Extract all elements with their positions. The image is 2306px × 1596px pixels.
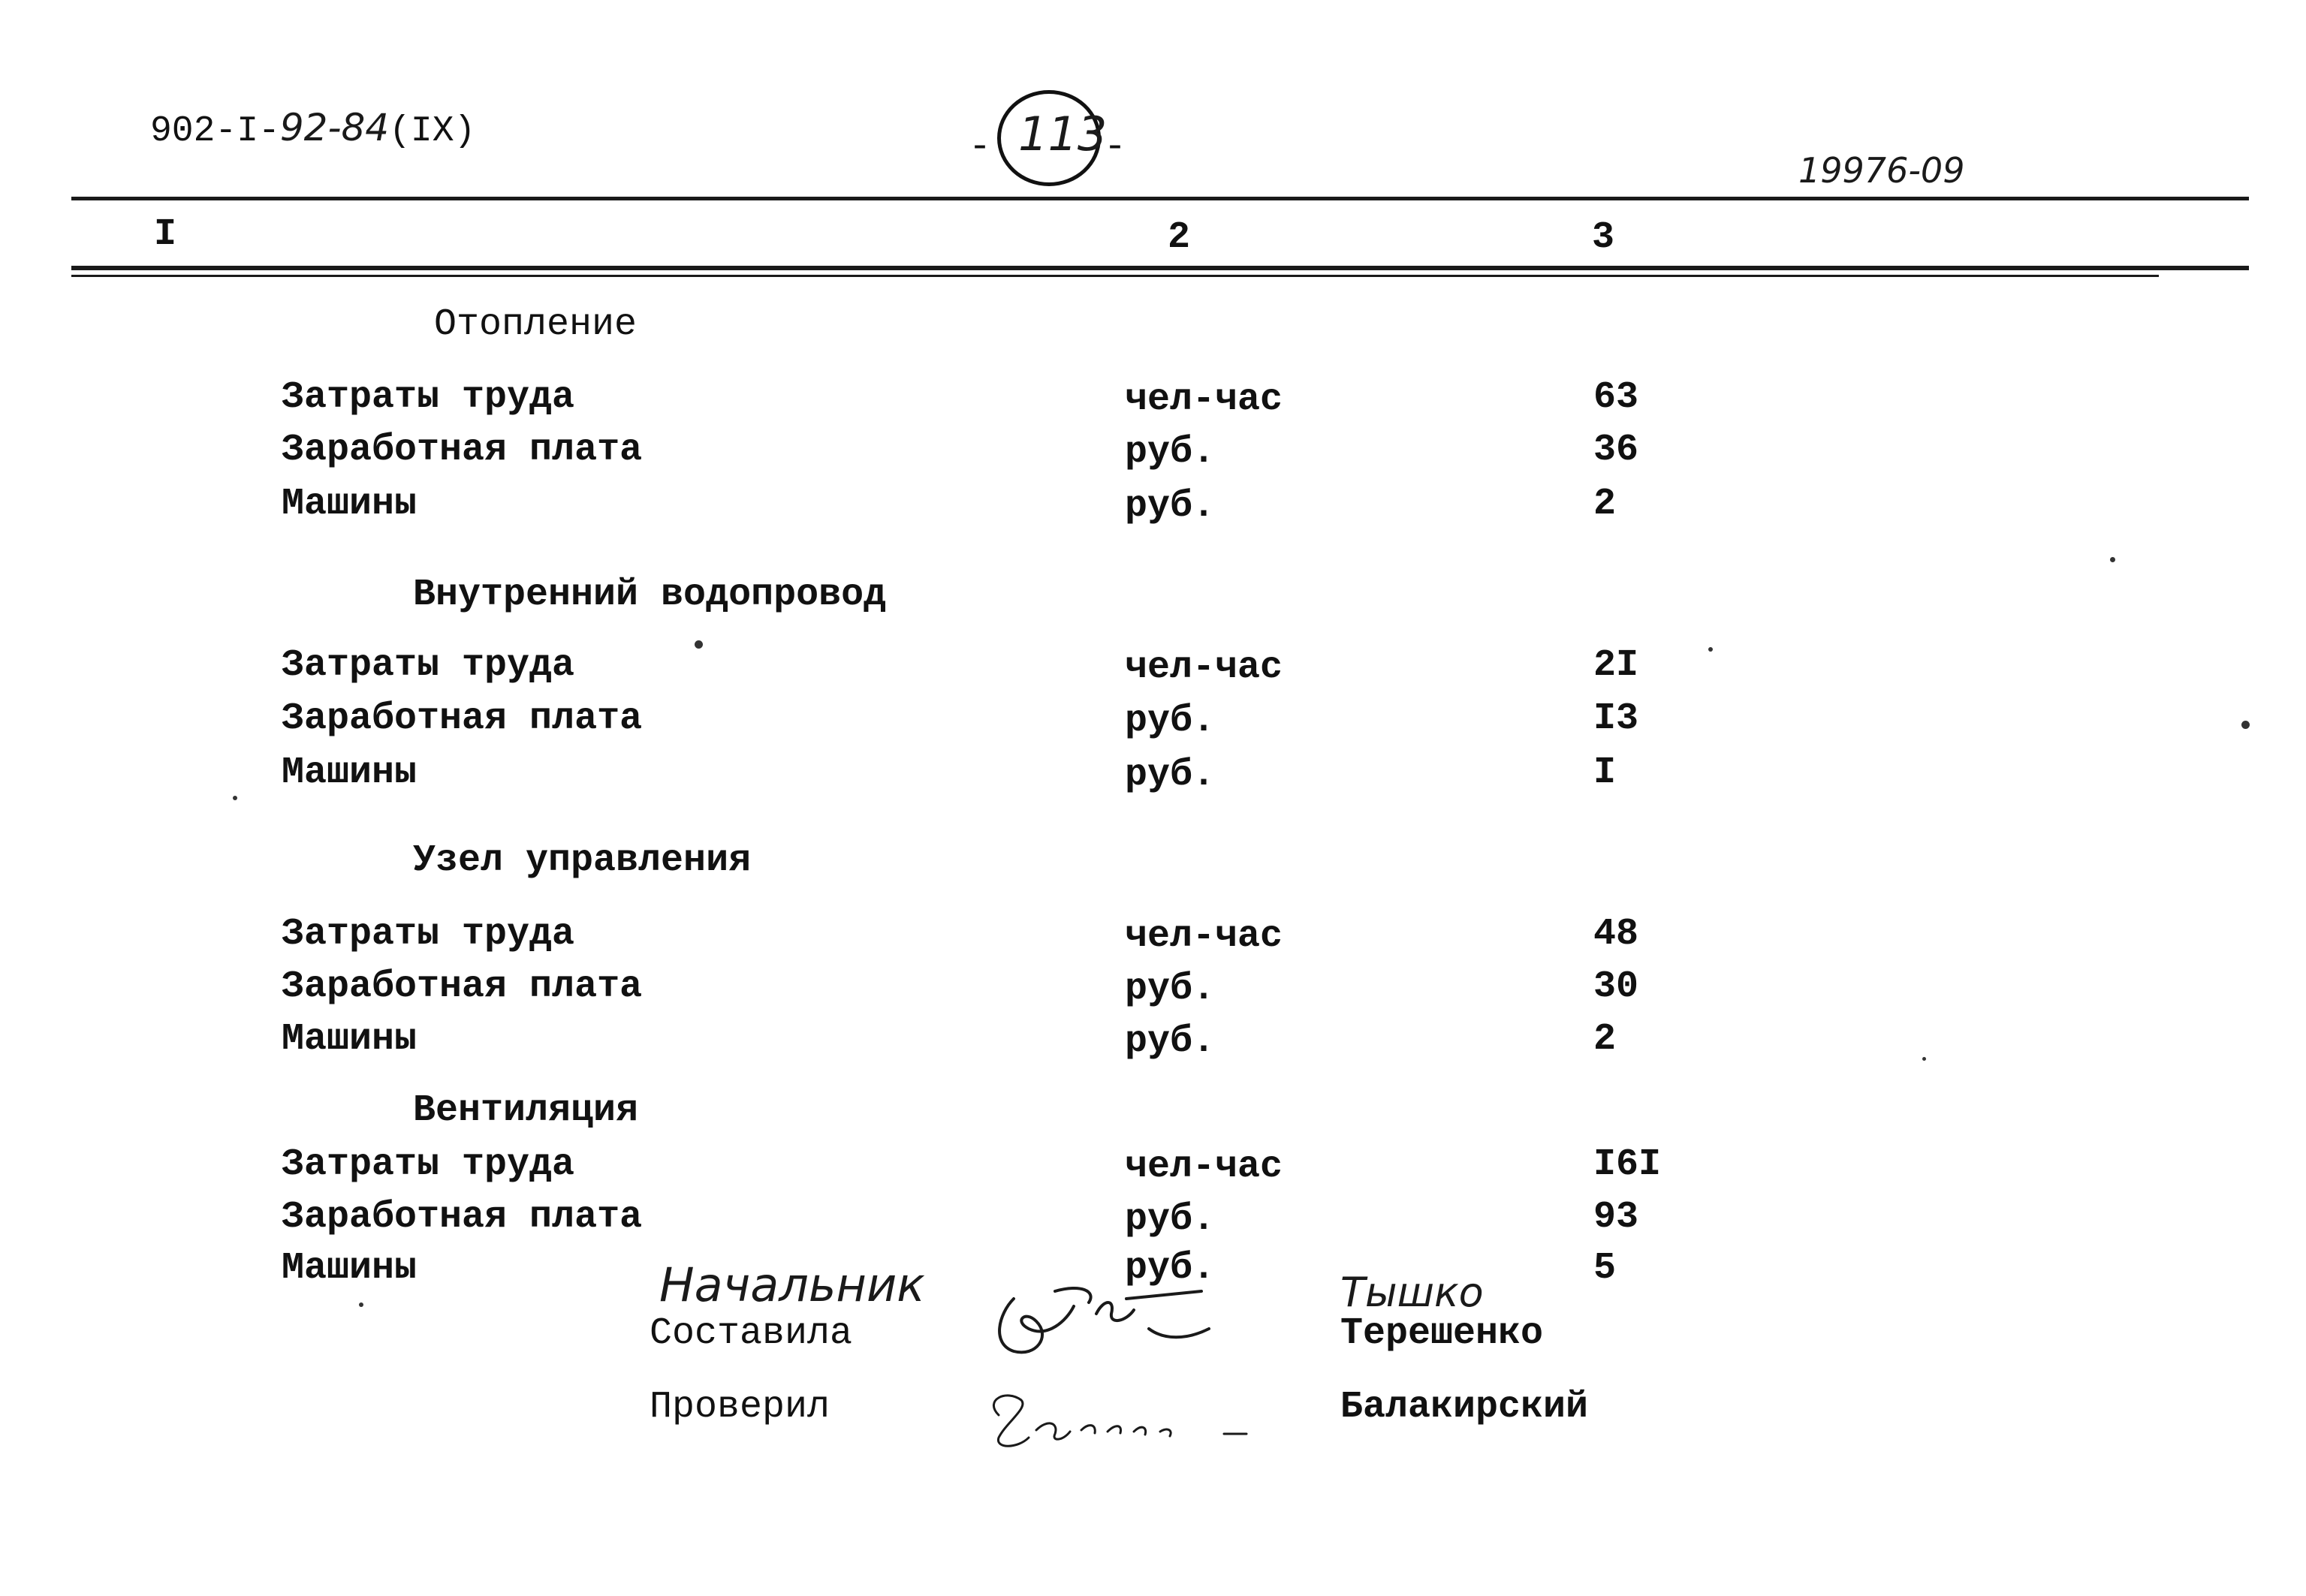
row-value: 48 [1593,913,1639,956]
row-label: Затраты труда [282,644,575,687]
row-label: Машины [282,751,417,794]
scan-speck [2241,721,2250,729]
section-title-ventilation: Вентиляция [413,1089,639,1132]
sheet-number: 19976-09 [1798,150,1965,191]
scan-speck [359,1302,363,1307]
row-label: Заработная плата [282,697,643,740]
row-unit: руб. [1125,431,1216,474]
signature-compiler-icon [984,1269,1224,1374]
row-unit: руб. [1125,700,1216,742]
row-unit: чел-час [1125,915,1283,958]
scan-speck [1708,647,1713,652]
compiled-role: Составила [650,1312,853,1355]
column-number-1: I [154,213,177,256]
row-label: Затраты труда [282,1143,575,1186]
row-value: 63 [1593,376,1639,419]
column-header-rule-thin [71,275,2159,277]
row-label: Затраты труда [282,913,575,956]
row-value: 2 [1593,483,1617,525]
row-unit: чел-час [1125,646,1283,689]
column-number-2: 2 [1168,216,1191,259]
page-number: 113 [1018,107,1108,161]
document-code [150,106,476,152]
row-value: 93 [1593,1196,1639,1239]
row-unit: чел-час [1125,378,1283,421]
document-code-suffix: (IX) [389,111,476,152]
row-value: 5 [1593,1247,1617,1290]
page-dash-right: - [1104,126,1127,169]
row-value: I3 [1593,697,1639,740]
row-label: Машины [282,1018,417,1061]
row-value: 2I [1593,644,1639,687]
row-unit: руб. [1125,485,1216,528]
column-number-3: 3 [1592,216,1615,259]
scan-speck [695,640,703,649]
scan-speck [2110,557,2115,562]
checked-role: Проверил [650,1386,830,1429]
signature-checker-icon [976,1378,1262,1460]
row-unit: руб. [1125,1198,1216,1241]
page-dash-left: - [969,126,992,169]
chief-role-handwritten: Начальник [659,1257,925,1312]
row-unit: руб. [1125,1247,1216,1290]
compiled-name: Терешенко [1340,1312,1544,1355]
scan-speck [233,796,237,800]
top-rule [71,197,2249,200]
row-label: Заработная плата [282,429,643,471]
scan-speck [1922,1057,1926,1061]
chief-name-handwritten: Тышко [1340,1269,1484,1316]
row-label: Заработная плата [282,965,643,1008]
row-unit: руб. [1125,1020,1216,1063]
row-label: Затраты труда [282,376,575,419]
section-title-control-unit: Узел управления [413,839,752,882]
document-code-prefix: 902-I- [150,111,280,152]
row-value: I6I [1593,1143,1662,1186]
document-code-handwritten: 92-84 [279,106,390,149]
checked-name: Балакирский [1340,1386,1589,1429]
row-label: Машины [282,1247,417,1290]
row-value: 30 [1593,965,1639,1008]
row-value: 36 [1593,429,1639,471]
section-title-water-supply: Внутренний водопровод [413,574,887,616]
row-unit: руб. [1125,754,1216,796]
row-unit: руб. [1125,968,1216,1010]
column-header-rule [71,266,2249,270]
row-value: 2 [1593,1018,1617,1061]
section-title-heating: Отопление [434,303,638,346]
row-label: Машины [282,483,417,525]
row-value: I [1593,751,1617,794]
row-label: Заработная плата [282,1196,643,1239]
row-unit: чел-час [1125,1146,1283,1188]
